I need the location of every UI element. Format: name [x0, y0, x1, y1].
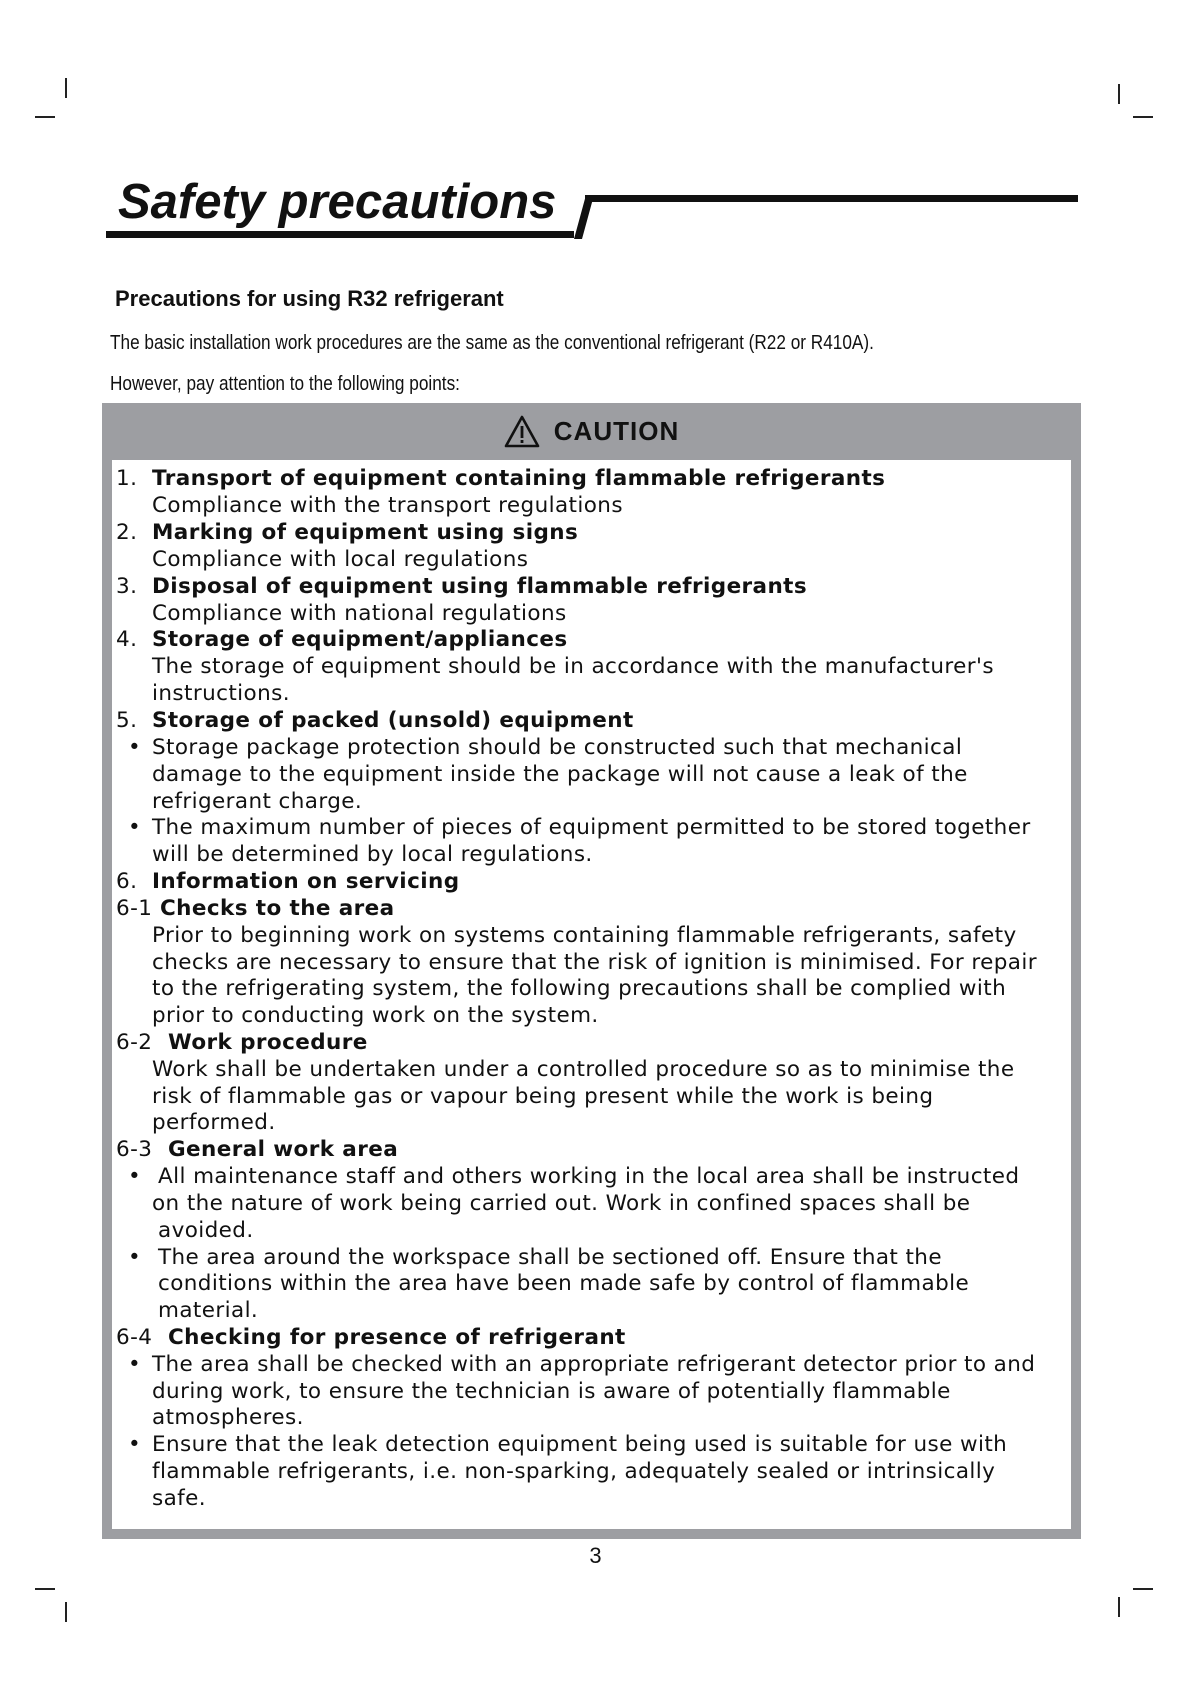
item-text: conditions within the area have been made safe by control of flammable: [158, 1271, 970, 1296]
item-text: Compliance with local regulations: [152, 547, 529, 572]
crop-mark: [35, 1588, 55, 1590]
title-rule: [585, 195, 1078, 202]
crop-mark: [65, 1602, 67, 1622]
item-text: Ensure that the leak detection equipment being used is suitable for use with: [152, 1432, 1008, 1457]
item-text: flammable refrigerants, i.e. non-sparking, adequately sealed or intrinsically: [152, 1459, 996, 1484]
bullet: •: [128, 1352, 142, 1377]
item-text: material.: [158, 1298, 259, 1323]
item-text: The storage of equipment should be in accordance with the manufacturer's: [152, 654, 994, 679]
item-text: Compliance with national regulations: [152, 601, 567, 626]
item-text: Work shall be undertaken under a controlled procedure so as to minimise the: [152, 1057, 1015, 1082]
crop-mark: [35, 116, 55, 118]
item-text: refrigerant charge.: [152, 789, 363, 814]
item-number: 1.: [116, 466, 138, 491]
item-number: 3.: [116, 574, 138, 599]
page-title: Safety precautions: [118, 175, 557, 229]
item-title: Checking for presence of refrigerant: [168, 1325, 626, 1350]
item-text: The area shall be checked with an appropriate refrigerant detector prior to and: [152, 1352, 1036, 1377]
item-number: 4.: [116, 627, 138, 652]
item-text: risk of flammable gas or vapour being present while the work is being: [152, 1084, 934, 1109]
item-text: safe.: [152, 1486, 207, 1511]
crop-mark: [1133, 116, 1153, 118]
item-text: performed.: [152, 1110, 276, 1135]
bullet: •: [128, 1245, 142, 1270]
item-title: Work procedure: [168, 1030, 368, 1055]
item-title: Transport of equipment containing flammable refrigerants: [152, 466, 886, 491]
crop-mark: [1118, 84, 1120, 104]
item-title: Disposal of equipment using flammable refrigerants: [152, 574, 808, 599]
item-text: avoided.: [158, 1218, 254, 1243]
item-text: checks are necessary to ensure that the risk of ignition is minimised. For repair: [152, 950, 1037, 975]
item-text: The area around the workspace shall be sectioned off. Ensure that the: [158, 1245, 942, 1270]
item-text: atmospheres.: [152, 1405, 304, 1430]
item-text: Compliance with the transport regulations: [152, 493, 623, 518]
title-underline: [106, 231, 574, 238]
intro-line: The basic installation work procedures are the same as the conventional refrigerant (R22 or R410A).: [110, 332, 874, 354]
crop-mark: [1133, 1588, 1153, 1590]
item-text: instructions.: [152, 681, 290, 706]
item-number: 6-3: [116, 1137, 153, 1162]
item-title: General work area: [168, 1137, 399, 1162]
item-number: 6-4: [116, 1325, 153, 1350]
warning-triangle-icon: [504, 415, 540, 448]
caution-header: [102, 403, 1081, 460]
item-text: prior to conducting work on the system.: [152, 1003, 599, 1028]
item-title: Storage of packed (unsold) equipment: [152, 708, 634, 733]
intro-line: However, pay attention to the following points:: [110, 373, 460, 395]
item-text: damage to the equipment inside the package will not cause a leak of the: [152, 762, 968, 787]
item-number: 5.: [116, 708, 138, 733]
item-text: on the nature of work being carried out. Work in confined spaces shall be: [152, 1191, 971, 1216]
item-text: Storage package protection should be constructed such that mechanical: [152, 735, 963, 760]
item-text: The maximum number of pieces of equipment permitted to be stored together: [152, 815, 1031, 840]
item-text: to the refrigerating system, the following precautions shall be complied with: [152, 976, 1007, 1001]
item-title: Marking of equipment using signs: [152, 520, 579, 545]
bullet: •: [128, 1432, 142, 1457]
page-number: 3: [589, 1543, 602, 1568]
caution-label: CAUTION: [553, 416, 680, 446]
item-text: will be determined by local regulations.: [152, 842, 593, 867]
item-title: Storage of equipment/appliances: [152, 627, 568, 652]
crop-mark: [65, 78, 67, 98]
item-title: Information on servicing: [152, 869, 460, 894]
item-number: 6-2: [116, 1030, 153, 1055]
item-number: 2.: [116, 520, 138, 545]
item-number: 6-1: [116, 896, 153, 921]
item-text: during work, to ensure the technician is aware of potentially flammable: [152, 1379, 951, 1404]
bullet: •: [128, 815, 142, 840]
page-title-block: [106, 172, 1078, 242]
item-title: Checks to the area: [160, 896, 395, 921]
item-number: 6.: [116, 869, 138, 894]
section-heading: Precautions for using R32 refrigerant: [115, 286, 504, 311]
bullet: •: [128, 735, 142, 760]
item-text: All maintenance staff and others working in the local area shall be instructed: [158, 1164, 1020, 1189]
crop-mark: [1118, 1597, 1120, 1617]
bullet: •: [128, 1164, 142, 1189]
item-text: Prior to beginning work on systems containing flammable refrigerants, safety: [152, 923, 1017, 948]
